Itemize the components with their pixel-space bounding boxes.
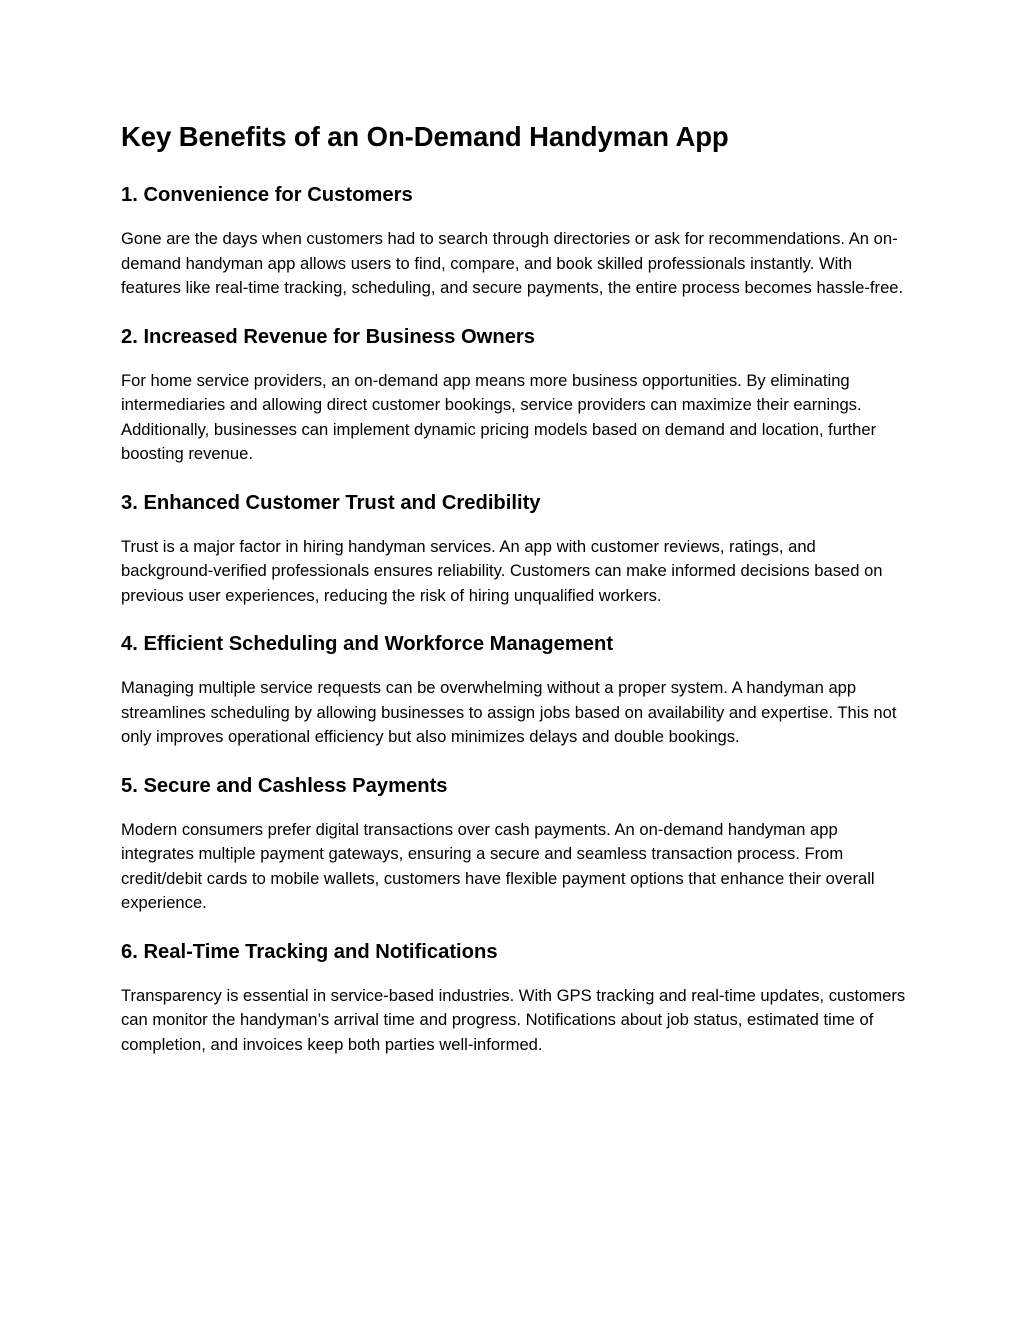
section-paragraph: Trust is a major factor in hiring handyman services. An app with customer reviews, ratings, and background-verified professionals ensures reliability. Customers can make informed decisions based on previous user experiences, reducing the risk of hiring unqualified workers.	[121, 536, 883, 605]
section-paragraph: Gone are the days when customers had to search through directories or ask for recommendations. An on-demand handyman app allows users to find, compare, and book skilled professionals instantly. With features like real-time tracking, scheduling, and secure payments, the entire process becomes hassle-free.	[121, 229, 904, 297]
section-heading: 5. Secure and Cashless Payments	[121, 774, 448, 797]
section-paragraph: Managing multiple service requests can be overwhelming without a proper system. A handyman app streamlines scheduling by allowing businesses to assign jobs based on availability and expertise. This not only improves operational efficiency but also minimizes delays and double bookings.	[121, 678, 897, 746]
section-paragraph: For home service providers, an on-demand app means more business opportunities. By eliminating intermediaries and allowing direct customer bookings, service providers can maximize their earnings. Additionally, businesses can implement dynamic pricing models based on demand and location, further boosting revenue.	[121, 370, 877, 463]
section-revenue	[121, 323, 911, 467]
section-trust	[121, 489, 911, 609]
section-heading: 6. Real-Time Tracking and Notifications	[121, 940, 498, 963]
document-page	[121, 118, 911, 1057]
section-paragraph: Transparency is essential in service-based industries. With GPS tracking and real-time updates, customers can monitor the handyman’s arrival time and progress. Notifications about job status, estimated time of completion, and invoices keep both parties well-informed.	[121, 985, 906, 1054]
section-convenience	[121, 181, 911, 301]
document-title: Key Benefits of an On-Demand Handyman App	[121, 121, 729, 152]
section-paragraph: Modern consumers prefer digital transactions over cash payments. An on-demand handyman app integrates multiple payment gateways, ensuring a secure and seamless transaction process. From credit/debit cards to mobile wallets, customers have flexible payment options that enhance their overall experience.	[121, 819, 875, 912]
section-heading: 2. Increased Revenue for Business Owners	[121, 325, 536, 348]
section-heading: 1. Convenience for Customers	[121, 184, 413, 206]
section-heading: 3. Enhanced Customer Trust and Credibility	[121, 491, 541, 514]
section-heading: 4. Efficient Scheduling and Workforce Management	[121, 633, 614, 655]
section-scheduling	[121, 630, 911, 750]
section-tracking	[121, 938, 911, 1058]
section-payments	[121, 772, 911, 916]
